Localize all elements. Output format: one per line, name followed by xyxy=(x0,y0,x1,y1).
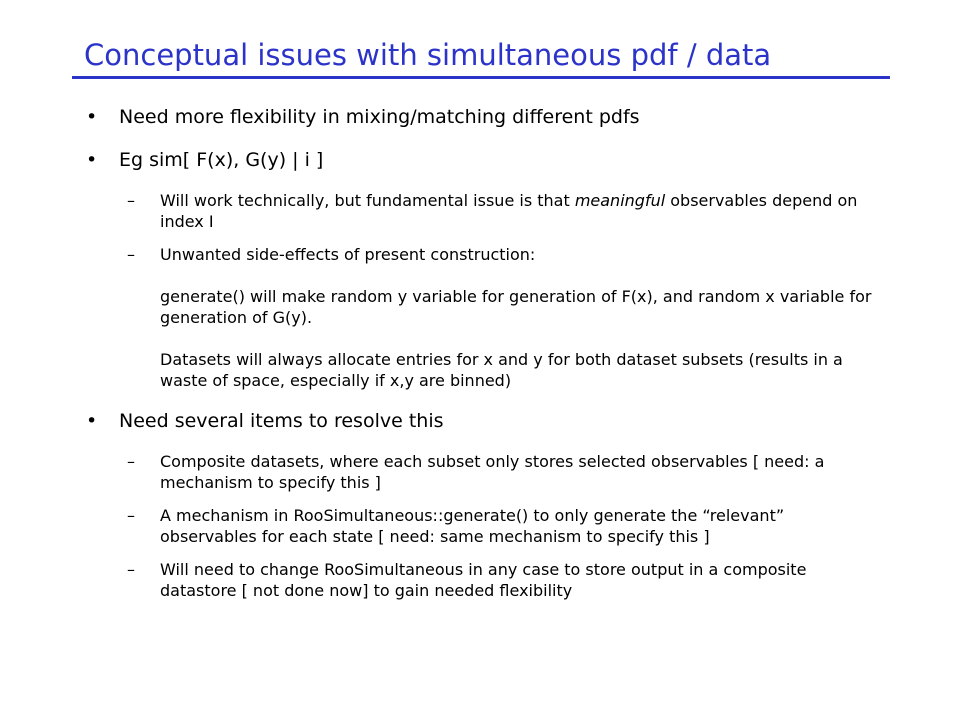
sub-bullet-paragraph: generate() will make random y variable for generation of F(x), and random x variable for generation of G(y). xyxy=(160,287,872,327)
sub-bullet-text: Composite datasets, where each subset only stores selected observables [ need: a mechanism to specify this ] xyxy=(160,452,825,492)
sub-bullet-item xyxy=(84,190,884,232)
bullet-text: Need more flexibility in mixing/matching different pdfs xyxy=(119,106,640,128)
sub-bullet-group xyxy=(84,451,884,601)
bullet-marker: • xyxy=(86,106,98,128)
bullet-marker: • xyxy=(86,410,98,432)
bullet-text: Need several items to resolve this xyxy=(119,410,444,432)
dash-marker: – xyxy=(127,245,135,264)
title-underline xyxy=(72,76,890,79)
dash-marker: – xyxy=(127,506,135,525)
sub-bullet-text: Will need to change RooSimultaneous in any case to store output in a composite datastore [ not done now] to gain needed flexibility xyxy=(160,560,807,600)
sub-bullet-text: A mechanism in RooSimultaneous::generate() to only generate the “relevant” observables for each state [ need: same mechanism to specify this ] xyxy=(160,506,785,546)
dash-marker: – xyxy=(127,560,135,579)
sub-bullet-group xyxy=(84,190,884,391)
sub-bullet-text-part: Will work technically, but fundamental issue is that xyxy=(160,191,575,210)
sub-bullet-text-part: observables depend on index I xyxy=(160,191,858,231)
sub-bullet-item xyxy=(84,451,884,493)
sub-bullet-text xyxy=(160,190,884,232)
sub-bullet-paragraph: Datasets will always allocate entries for x and y for both dataset subsets (results in a waste of space, especially if x,y are binned) xyxy=(160,350,843,390)
sub-bullet-item xyxy=(84,244,884,391)
slide-title: Conceptual issues with simultaneous pdf / data xyxy=(84,38,772,72)
slide-content xyxy=(84,104,884,618)
bullet-marker: • xyxy=(86,149,98,171)
emphasized-word: meaningful xyxy=(574,191,666,210)
bullet-item xyxy=(84,408,884,434)
sub-bullet-item xyxy=(84,559,884,601)
dash-marker: – xyxy=(127,191,135,210)
bullet-text: Eg sim[ F(x), G(y) | i ] xyxy=(119,149,324,171)
sub-bullet-text: Unwanted side-effects of present construction: xyxy=(160,245,536,264)
bullet-item xyxy=(84,147,884,173)
dash-marker: – xyxy=(127,452,135,471)
bullet-item xyxy=(84,104,884,130)
sub-bullet-item xyxy=(84,505,884,547)
